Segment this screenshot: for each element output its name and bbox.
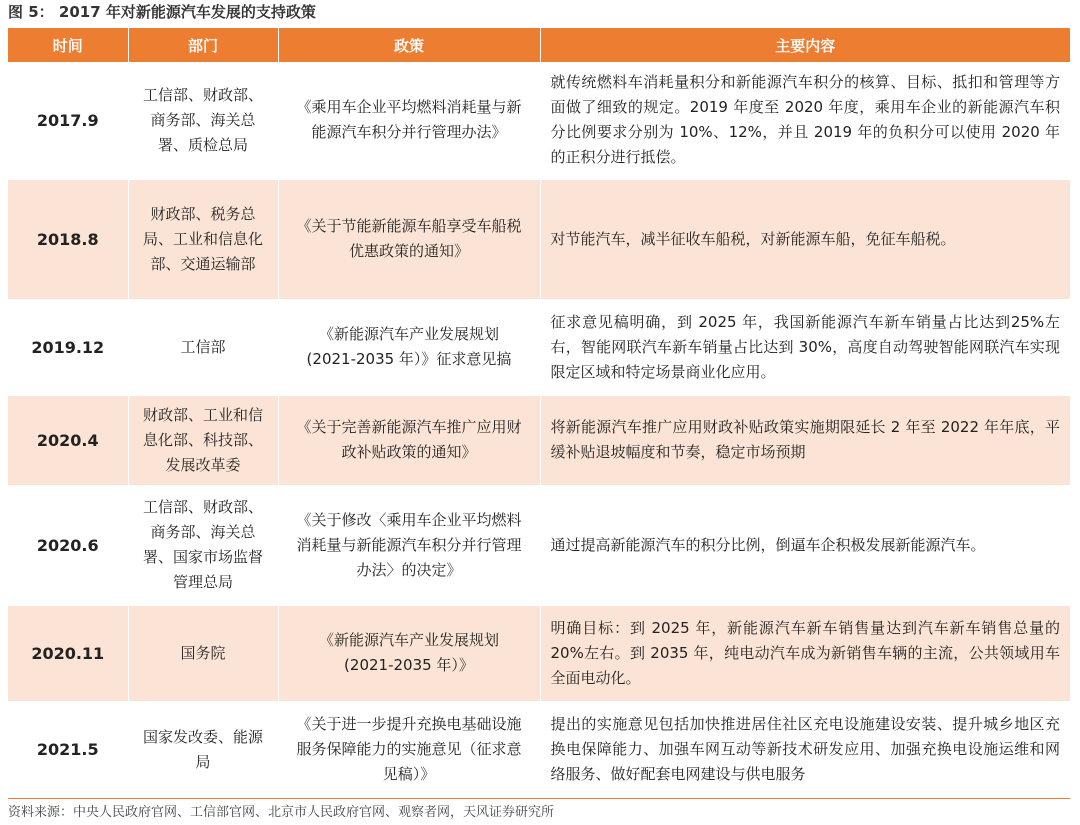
row-content <box>540 299 1070 395</box>
row-dept-text: 财政部、工业和信息化部、科技部、发展改革委 <box>142 405 263 474</box>
header-dept: 部门 <box>128 28 278 62</box>
row-time: 2020.11 <box>8 605 128 701</box>
row-dept <box>128 179 278 299</box>
row-content <box>540 605 1070 701</box>
table-row <box>8 701 1070 798</box>
row-policy <box>278 605 540 701</box>
header-policy: 政策 <box>278 28 540 62</box>
table-header-row <box>8 28 1070 62</box>
row-policy-text: 《关于节能新能源车船享受车船税优惠政策的通知》 <box>296 217 522 260</box>
row-time: 2020.4 <box>8 395 128 485</box>
row-policy-text: 《乘用车企业平均燃料消耗量与新能源汽车积分并行管理办法》 <box>296 98 522 142</box>
row-policy-text: 《关于进一步提升充换电基础设施服务保障能力的实施意见（征求意见稿）》 <box>296 715 522 783</box>
row-dept <box>128 701 278 798</box>
row-time: 2018.8 <box>8 179 128 299</box>
row-policy <box>278 179 540 299</box>
row-content-text: 提出的实施意见包括加快推进居住社区充电设施建设安装、提升城乡地区充换电保障能力、加强车网互动等新技术研发应用、加强充换电设施运维和网络服务、做好配套电网建设与供电服务 <box>550 715 1060 783</box>
row-content-text: 就传统燃料车消耗量积分和新能源汽车积分的核算、目标、抵扣和管理等方面做了细致的规定。2019 年度至 2020 年度，乘用车企业的新能源汽车积分比例要求分别为 10%、12%，并且 2019 年的负积分可以使用 2020 年的正积分进行抵偿。 <box>550 73 1060 167</box>
row-dept-text: 国家发改委、能源局 <box>142 727 263 771</box>
row-content <box>540 701 1070 798</box>
row-dept-text: 财政部、税务总局、工业和信息化部、交通运输部 <box>142 204 263 273</box>
row-policy <box>278 485 540 605</box>
row-dept-text: 工信部 <box>180 337 226 356</box>
header-content: 主要内容 <box>540 28 1070 62</box>
row-content-text: 将新能源汽车推广应用财政补贴政策实施期限延长 2 年至 2022 年年底，平缓补贴退坡幅度和节奏，稳定市场预期 <box>550 418 1060 461</box>
row-content <box>540 179 1070 299</box>
table-row <box>8 179 1070 299</box>
row-policy-text: 《新能源汽车产业发展规划(2021-2035 年）》 <box>318 631 499 674</box>
row-content-text: 通过提高新能源汽车的积分比例，倒逼车企积极发展新能源汽车。 <box>550 535 986 554</box>
policy-table <box>8 28 1070 799</box>
row-dept-text: 国务院 <box>180 643 226 662</box>
figure-title: 图 5： 2017 年对新能源汽车发展的支持政策 <box>8 3 316 21</box>
row-dept <box>128 395 278 485</box>
row-dept <box>128 485 278 605</box>
row-policy <box>278 701 540 798</box>
row-time: 2019.12 <box>8 299 128 395</box>
row-time: 2021.5 <box>8 701 128 798</box>
table-row <box>8 485 1070 605</box>
row-content-text: 对节能汽车，减半征收车船税，对新能源车船，免征车船税。 <box>550 229 956 248</box>
row-policy <box>278 62 540 179</box>
row-dept-text: 工信部、财政部、商务部、海关总署、国家市场监督管理总局 <box>142 498 263 591</box>
row-policy-text: 《新能源汽车产业发展规划(2021-2035 年）》征求意见搞 <box>306 325 512 368</box>
row-time: 2017.9 <box>8 62 128 179</box>
source-note: 资料来源：中央人民政府官网、工信部官网、北京市人民政府官网、观察者网，天风证券研究所 <box>8 805 555 820</box>
row-dept <box>128 605 278 701</box>
header-time: 时间 <box>8 28 128 62</box>
row-time: 2020.6 <box>8 485 128 605</box>
table-row <box>8 299 1070 395</box>
row-content-text: 明确目标：到 2025 年，新能源汽车新车销售量达到汽车新车销售总量的 20%左右。到 2035 年，纯电动汽车成为新销售车辆的主流，公共领域用车全面电动化。 <box>550 618 1060 687</box>
row-dept-text: 工信部、财政部、商务部、海关总署、质检总局 <box>142 85 263 154</box>
row-dept <box>128 299 278 395</box>
table-row <box>8 605 1070 701</box>
row-content <box>540 62 1070 179</box>
table-row <box>8 395 1070 485</box>
row-policy <box>278 395 540 485</box>
row-policy <box>278 299 540 395</box>
row-content-text: 征求意见稿明确，到 2025 年，我国新能源汽车新车销量占比达到25%左右，智能网联汽车新车销量占比达到 30%，高度自动驾驶智能网联汽车实现限定区域和特定场景商业化应用。 <box>550 312 1060 381</box>
row-dept <box>128 62 278 179</box>
row-content <box>540 395 1070 485</box>
table-row <box>8 62 1070 179</box>
row-policy-text: 《关于修改〈乘用车企业平均燃料消耗量与新能源汽车积分并行管理办法〉的决定》 <box>296 510 522 579</box>
row-content <box>540 485 1070 605</box>
row-policy-text: 《关于完善新能源汽车推广应用财政补贴政策的通知》 <box>296 418 522 461</box>
